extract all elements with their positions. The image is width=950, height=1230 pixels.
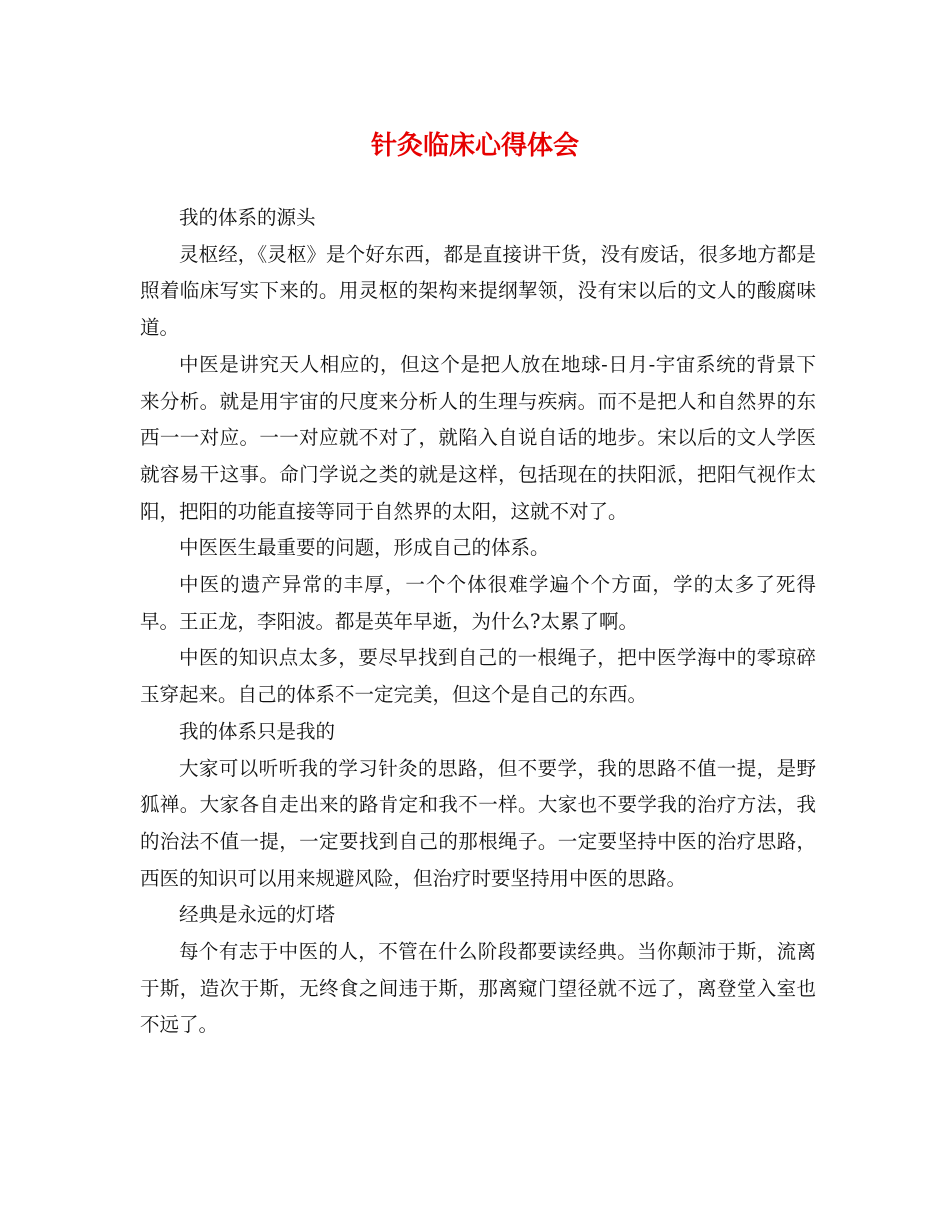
paragraph-heritage: 中医的遗产异常的丰厚，一个个体很难学遍个个方面，学的太多了死得早。王正龙，李阳波。都是英年早逝，为什么?太累了啊。 bbox=[140, 573, 816, 633]
document-title: 针灸临床心得体会 bbox=[370, 131, 579, 161]
paragraph-read-classics: 每个有志于中医的人，不管在什么阶段都要读经典。当你颠沛于斯，流离于斯，造次于斯，无终食之间违于斯，那离窥门望径就不远了，离登堂入室也不远了。 bbox=[140, 940, 816, 1037]
section-heading-classics: 经典是永远的灯塔 bbox=[179, 903, 336, 927]
paragraph-knowledge-points: 中医的知识点太多，要尽早找到自己的一根绳子，把中医学海中的零琼碎玉穿起来。自己的体系不一定完美，但这个是自己的东西。 bbox=[140, 646, 816, 707]
paragraph-my-approach: 大家可以听听我的学习针灸的思路，但不要学，我的思路不值一提，是野狐禅。大家各自走出来的路肯定和我不一样。大家也不要学我的治疗方法，我的治法不值一提，一定要找到自己的那根绳子。一定要坚持中医的治疗思路，西医的知识可以用来规避风险，但治疗时要坚持用中医的思路。 bbox=[140, 756, 816, 890]
paragraph-lingshu: 灵枢经，《灵枢》是个好东西，都是直接讲干货，没有废话，很多地方都是照着临床写实下来的。用灵枢的架构来提纲挈领，没有宋以后的文人的酸腐味道。 bbox=[140, 242, 816, 340]
paragraph-tianren: 中医是讲究天人相应的，但这个是把人放在地球-日月-宇宙系统的背景下来分析。就是用宇宙的尺度来分析人的生理与疾病。而不是把人和自然界的东西一一对应。一一对应就不对了，就陷入自说自话的地步。宋以后的文人学医就容易干这事。命门学说之类的就是这样，包括现在的扶阳派，把阳气视作太阳，把阳的功能直接等同于自然界的太阳，这就不对了。 bbox=[140, 352, 816, 523]
section-heading-my-system: 我的体系只是我的 bbox=[179, 719, 336, 743]
section-heading-source: 我的体系的源头 bbox=[179, 206, 316, 229]
paragraph-system-importance: 中医医生最重要的问题，形成自己的体系。 bbox=[179, 536, 550, 560]
document-body bbox=[140, 200, 816, 1044]
